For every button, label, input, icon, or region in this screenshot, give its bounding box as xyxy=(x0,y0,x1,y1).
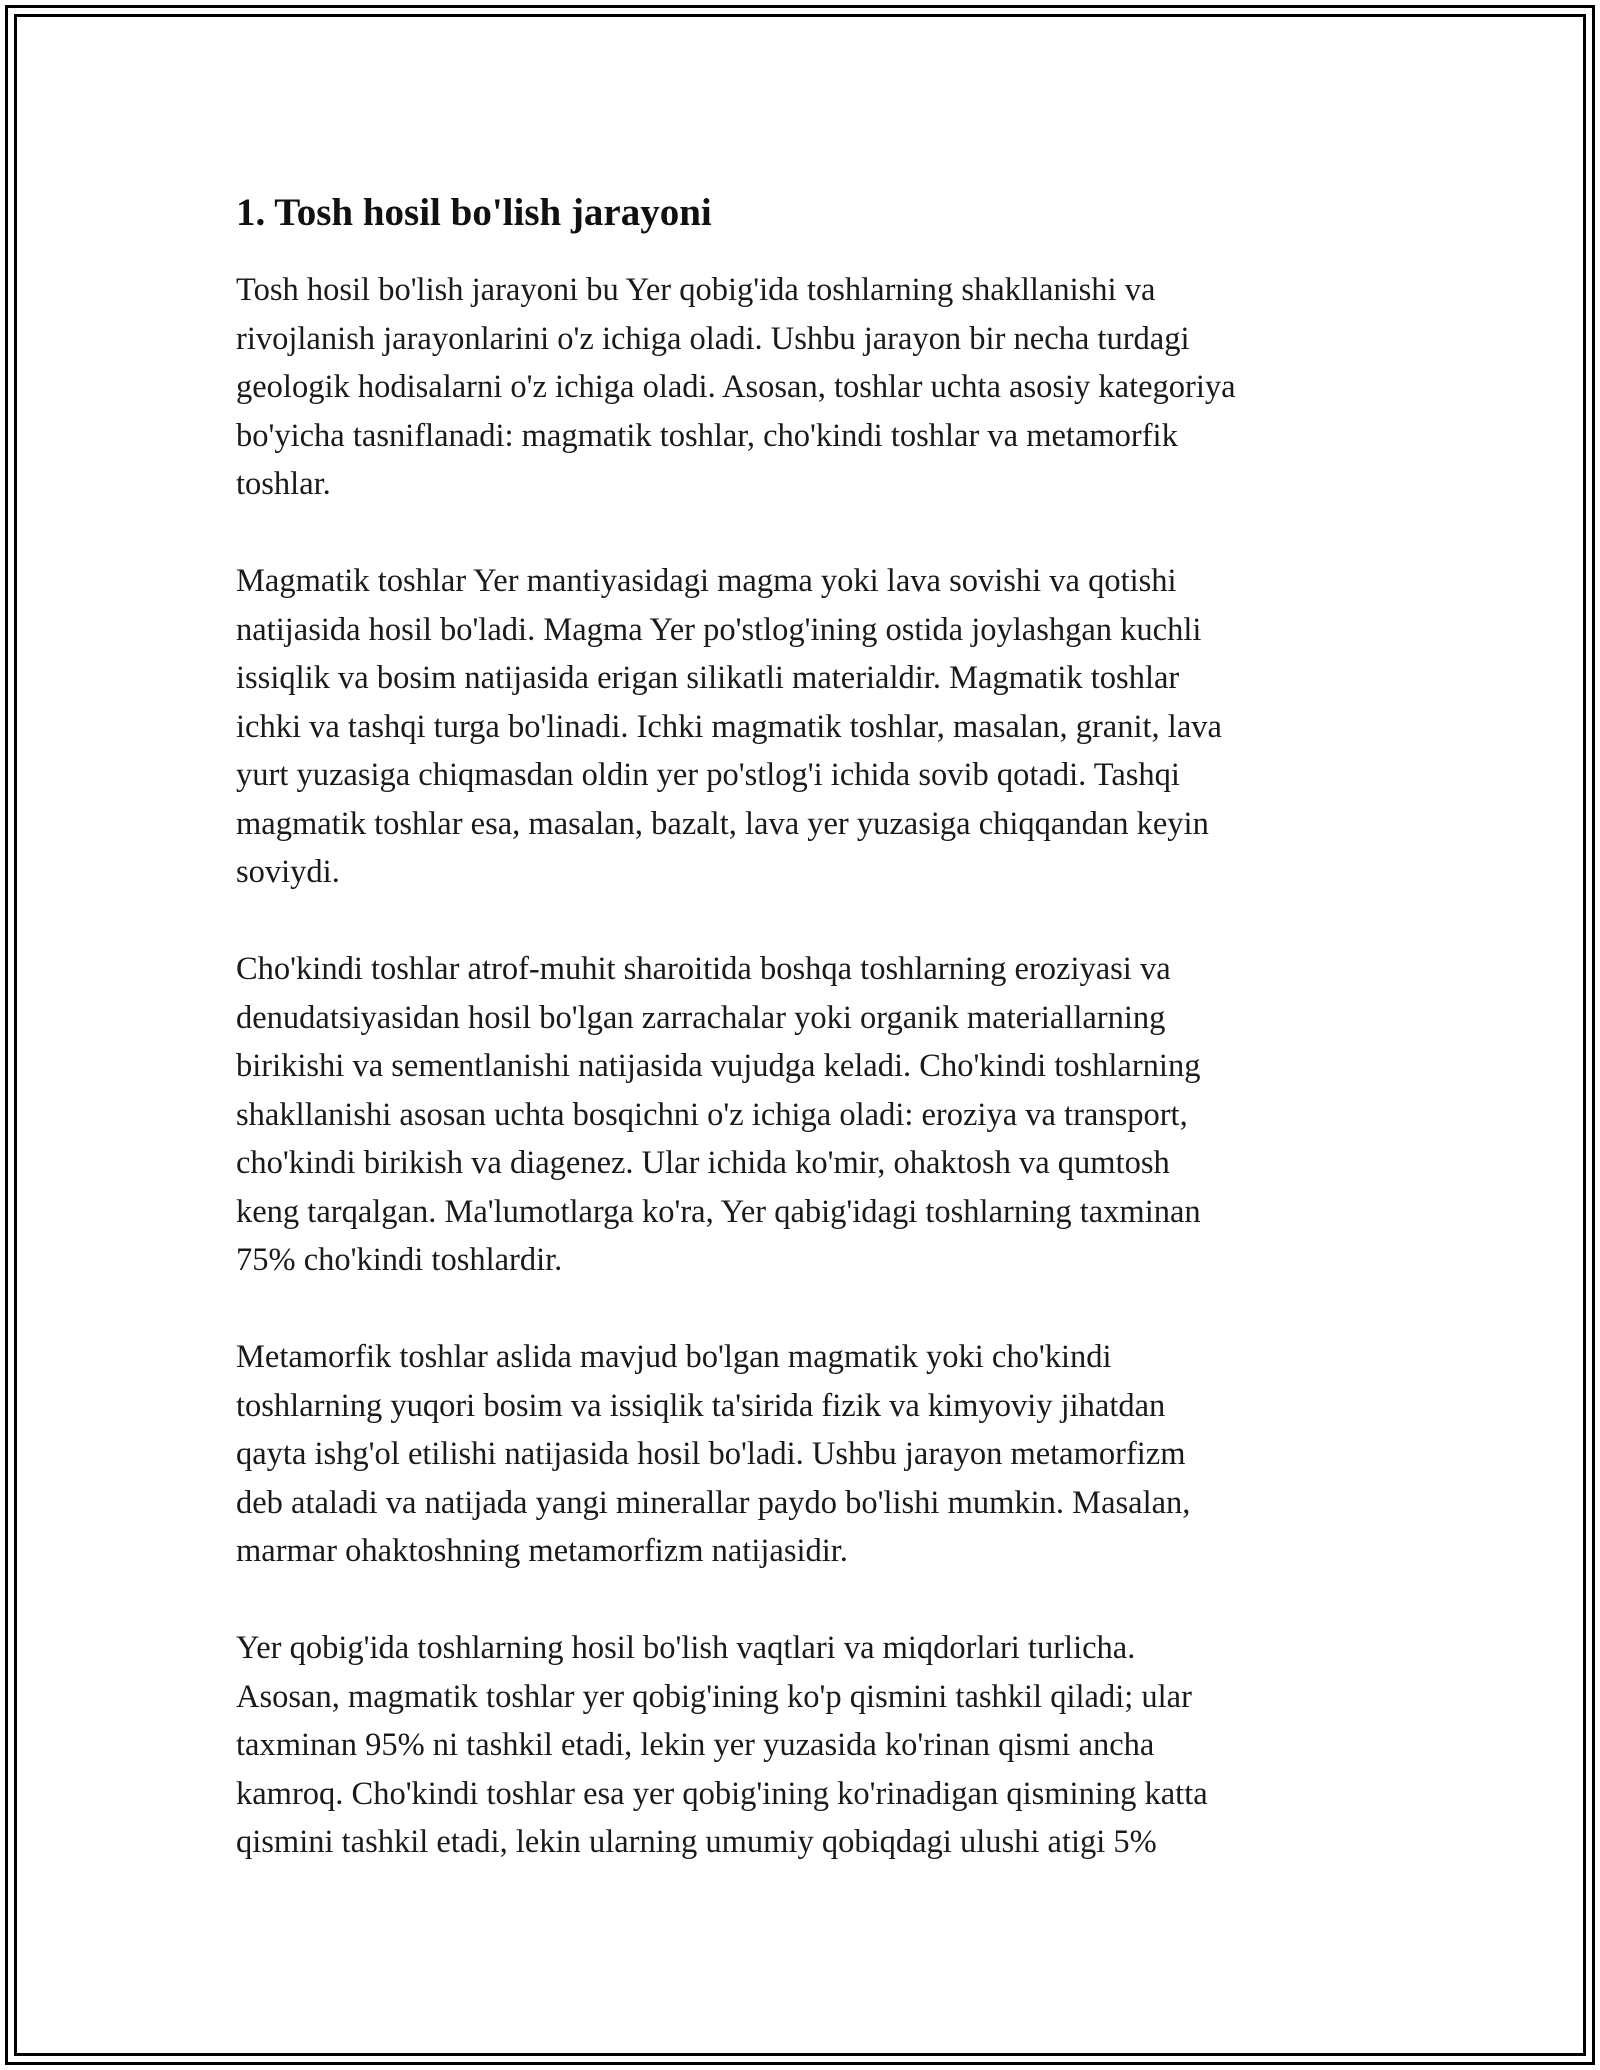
section-heading: 1. Tosh hosil bo'lish jarayoni xyxy=(236,191,712,234)
paragraph-metamorphic: Metamorfik toshlar aslida mavjud bo'lgan magmatik yoki cho'kindi toshlarning yuqori bosim va issiqlik ta'sirida fizik va kimyoviy jihatdan qayta ishg'ol etilishi natijasida hosil bo'ladi. Ushbu jarayon metamorfizm deb ataladi va natijada yangi minerallar paydo bo'lishi mumkin. Masalan, marmar ohaktoshning metamorfizm natijasidir. xyxy=(236,1339,1191,1569)
paragraph-distribution: Yer qobig'ida toshlarning hosil bo'lish vaqtlari va miqdorlari turlicha. Asosan, magmatik toshlar yer qobig'ining ko'p qismini tashkil qiladi; ular taxminan 95% ni tashkil etadi, lekin yer yuzasida ko'rinan qismi ancha kamroq. Cho'kindi toshlar esa yer qobig'ining ko'rinadigan qismining katta qismini tashkil etadi, lekin ularning umumiy qobiqdagi ulushi atigi 5% xyxy=(236,1630,1208,1860)
paragraph-intro: Tosh hosil bo'lish jarayoni bu Yer qobig'ida toshlarning shakllanishi va rivojlanish jarayonlarini o'z ichiga oladi. Ushbu jarayon bir necha turdagi geologik hodisalarni o'z ichiga oladi. Asosan, toshlar uchta asosiy kategoriya bo'yicha tasniflanadi: magmatik toshlar, cho'kindi toshlar va metamorfik toshlar. xyxy=(236,272,1236,502)
paragraph-sedimentary: Cho'kindi toshlar atrof-muhit sharoitida boshqa toshlarning eroziyasi va denudatsiyasidan hosil bo'lgan zarrachalar yoki organik materiallarning birikishi va sementlanishi natijasida vujudga keladi. Cho'kindi toshlarning shakllanishi asosan uchta bosqichni o'z ichiga oladi: eroziya va transport, cho'kindi birikish va diagenez. Ular ichida ko'mir, ohaktosh va qumtosh keng tarqalgan. Ma'lumotlarga ko'ra, Yer qabig'idagi toshlarning taxminan 75% cho'kindi toshlardir. xyxy=(236,951,1201,1278)
document-body xyxy=(236,188,1376,1915)
paragraph-magmatic: Magmatik toshlar Yer mantiyasidagi magma yoki lava sovishi va qotishi natijasida hosil bo'ladi. Magma Yer po'stlog'ining ostida joylashgan kuchli issiqlik va bosim natijasida erigan silikatli materialdir. Magmatik toshlar ichki va tashqi turga bo'linadi. Ichki magmatik toshlar, masalan, granit, lava yurt yuzasiga chiqmasdan oldin yer po'stlog'i ichida sovib qotadi. Tashqi magmatik toshlar esa, masalan, bazalt, lava yer yuzasiga chiqqandan keyin soviydi. xyxy=(236,563,1222,890)
